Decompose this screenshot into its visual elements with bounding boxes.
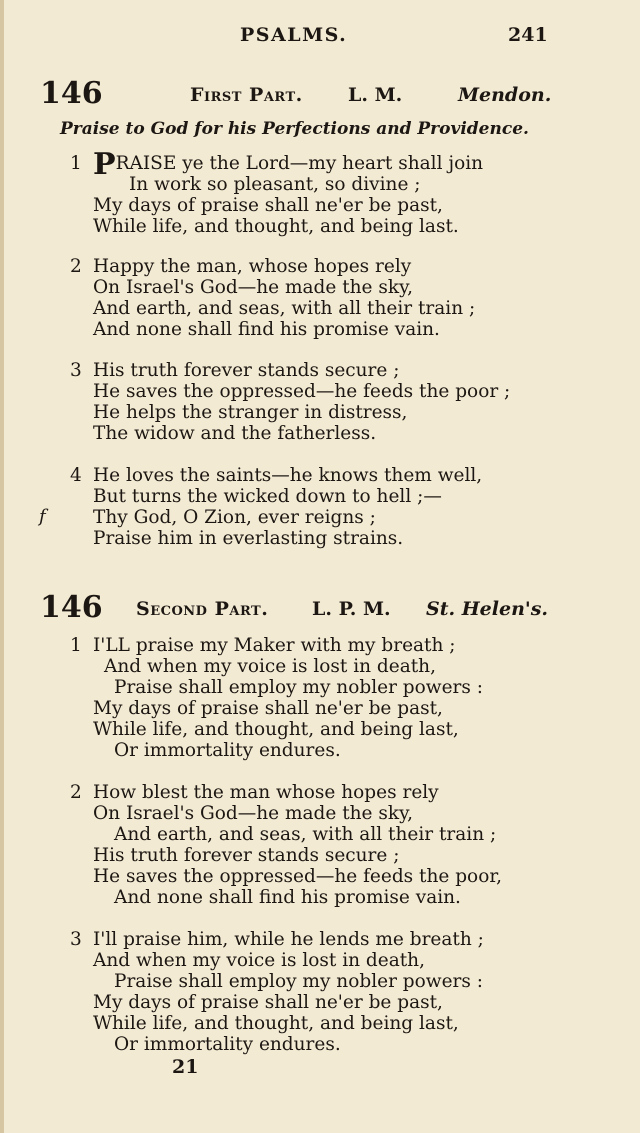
hymn-part: Second Part. — [136, 598, 269, 620]
stanza-line: How blest the man whose hopes rely — [93, 782, 439, 803]
stanza-line: His truth forever stands secure ; — [93, 845, 400, 866]
hymn-subtitle: Praise to God for his Perfections and Providence. — [60, 119, 529, 139]
stanza-line: He saves the oppressed—he feeds the poor ; — [93, 381, 511, 402]
hymn-heading-first-part — [0, 76, 640, 116]
stanza-line: He saves the oppressed—he feeds the poor, — [93, 866, 503, 887]
signature-mark: 21 — [172, 1056, 199, 1078]
stanza-line: While life, and thought, and being last, — [93, 1013, 459, 1034]
stanza-line: And none shall find his promise vain. — [93, 319, 440, 340]
stanza-line: I'LL praise my Maker with my breath ; — [93, 635, 456, 656]
stanza-line: The widow and the fatherless. — [93, 423, 377, 444]
stanza-line: And earth, and seas, with all their train ; — [93, 298, 476, 319]
stanza-line: And when my voice is lost in death, — [93, 950, 425, 971]
stanza-line: While life, and thought, and being last, — [93, 719, 459, 740]
stanza-line: He helps the stranger in distress, — [93, 402, 408, 423]
running-head — [0, 24, 640, 52]
hymn-meter: L. P. M. — [312, 598, 391, 620]
stanza-line: And none shall find his promise vain. — [114, 887, 461, 908]
stanza-line: Happy the man, whose hopes rely — [93, 256, 412, 277]
stanza-line: My days of praise shall ne'er be past, — [93, 195, 443, 216]
stanza-line: And earth, and seas, with all their train ; — [114, 824, 497, 845]
stanza-number: 2 — [70, 782, 82, 803]
stanza-number: 1 — [70, 635, 82, 656]
page-number: 241 — [508, 24, 548, 46]
hymn-number: 146 — [40, 590, 103, 625]
stanza-line: Or immortality endures. — [114, 740, 341, 761]
hymn-tune: Mendon. — [458, 84, 552, 106]
page-edge-shadow — [0, 0, 4, 1133]
stanza-line: Praise him in everlasting strains. — [93, 528, 404, 549]
hymn-number: 146 — [40, 76, 103, 111]
stanza-line: On Israel's God—he made the sky, — [93, 803, 413, 824]
stanza-line: Or immortality endures. — [114, 1034, 341, 1055]
stanza-number: 1 — [70, 153, 82, 174]
running-head-title: PSALMS. — [240, 24, 348, 46]
stanza-line: His truth forever stands secure ; — [93, 360, 400, 381]
stanza-line: While life, and thought, and being last. — [93, 216, 459, 237]
stanza-line: But turns the wicked down to hell ;— — [93, 486, 442, 507]
stanza-line: My days of praise shall ne'er be past, — [93, 992, 443, 1013]
hymn-heading-second-part — [0, 590, 640, 630]
stanza-line: My days of praise shall ne'er be past, — [93, 698, 443, 719]
stanza-line: Praise shall employ my nobler powers : — [114, 677, 484, 698]
stanza-line: On Israel's God—he made the sky, — [93, 277, 413, 298]
stanza-number: 3 — [70, 929, 82, 950]
stanza-number: 2 — [70, 256, 82, 277]
stanza-line: I'll praise him, while he lends me breath ; — [93, 929, 484, 950]
hymn-tune: St. Helen's. — [426, 598, 549, 620]
margin-forte-mark: f — [39, 506, 46, 527]
drop-cap: P — [93, 147, 116, 182]
hymn-meter: L. M. — [348, 84, 403, 106]
stanza-line: He loves the saints—he knows them well, — [93, 465, 483, 486]
stanza-line: In work so pleasant, so divine ; — [129, 174, 421, 195]
stanza-number: 3 — [70, 360, 82, 381]
stanza-line: PRAISE ye the Lord—my heart shall join — [93, 147, 484, 182]
stanza-line: And when my voice is lost in death, — [104, 656, 436, 677]
stanza-number: 4 — [70, 465, 82, 486]
stanza-line: Thy God, O Zion, ever reigns ; — [93, 507, 376, 528]
hymn-part: First Part. — [190, 84, 303, 106]
stanza-line: Praise shall employ my nobler powers : — [114, 971, 484, 992]
